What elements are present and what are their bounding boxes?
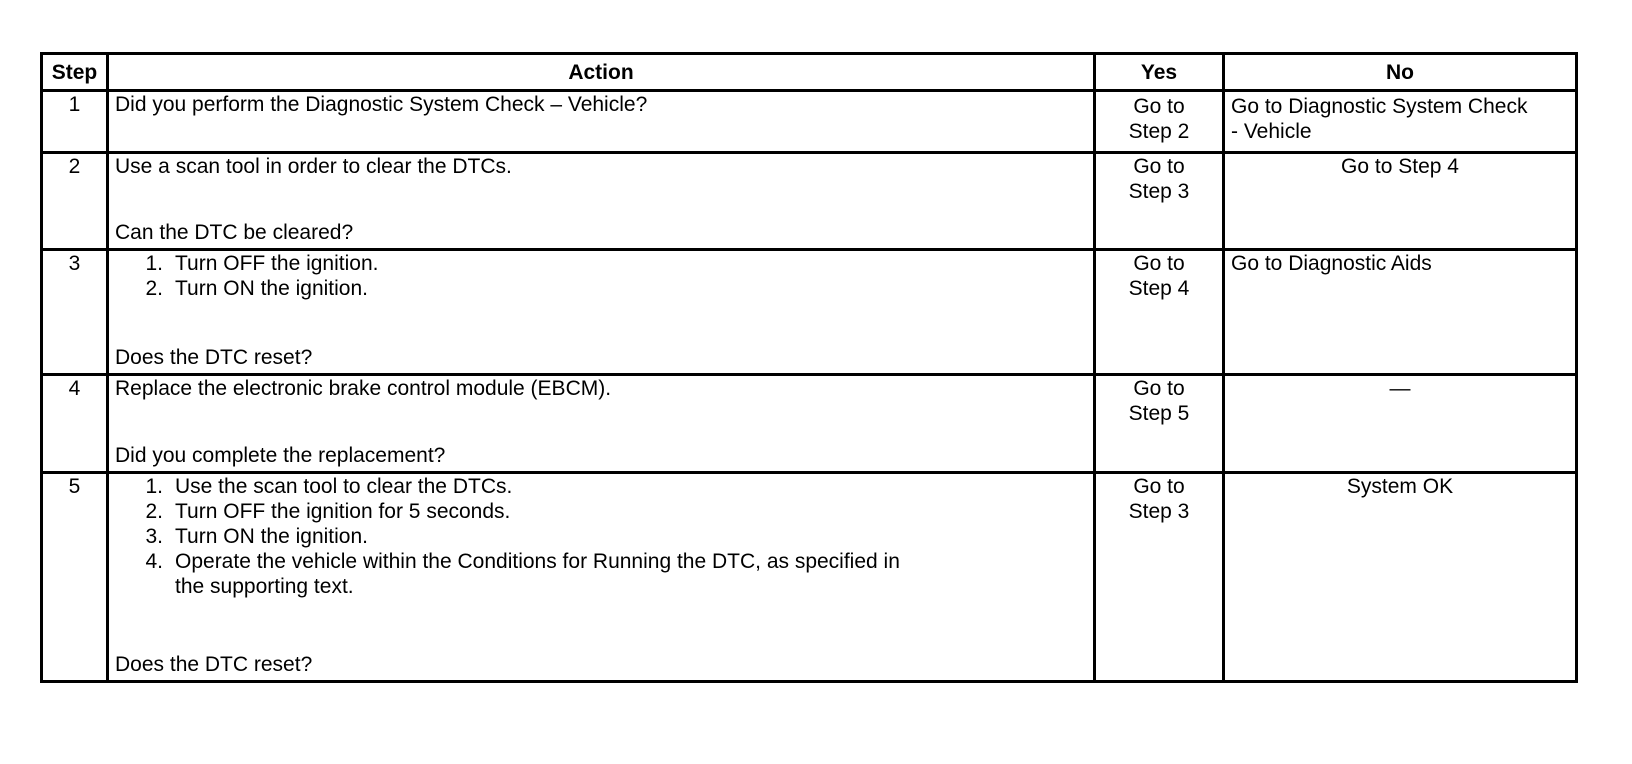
table-row (42, 473, 1577, 682)
action-question: Does the DTC reset? (115, 653, 313, 676)
table-row (42, 250, 1577, 375)
step-number: 5 (42, 473, 108, 682)
action-text: Did you perform the Diagnostic System Check – Vehicle? (115, 93, 648, 116)
header-no: No (1224, 54, 1577, 91)
yes-cell (1095, 375, 1224, 473)
yes-line: Go to (1133, 95, 1185, 118)
yes-cell (1095, 250, 1224, 375)
header-action: Action (108, 54, 1095, 91)
yes-line: Go to (1133, 475, 1185, 498)
header-step: Step (42, 54, 108, 91)
no-line: Go to Diagnostic System Check (1231, 95, 1528, 118)
no-cell: System OK (1224, 473, 1577, 682)
list-item: 2. Turn ON the ignition. (145, 277, 368, 300)
action-cell (108, 375, 1095, 473)
no-line: - Vehicle (1231, 120, 1312, 143)
table-row (42, 153, 1577, 250)
step-number: 1 (42, 91, 108, 153)
no-cell: Go to Diagnostic Aids (1224, 250, 1577, 375)
list-item: 1. Use the scan tool to clear the DTCs. (145, 475, 513, 498)
header-yes: Yes (1095, 54, 1224, 91)
list-item: 4. Operate the vehicle within the Conditions for Running the DTC, as specified in the supporting text. (145, 550, 900, 598)
no-cell (1224, 91, 1577, 153)
yes-cell (1095, 153, 1224, 250)
action-steps-list (115, 474, 1087, 599)
action-cell (108, 473, 1095, 682)
yes-line: Step 3 (1128, 180, 1190, 203)
list-item: 2. Turn OFF the ignition for 5 seconds. (145, 500, 511, 523)
action-question: Can the DTC be cleared? (115, 221, 354, 244)
diagnostic-table (40, 52, 1578, 683)
action-text: Replace the electronic brake control module (EBCM). (115, 377, 612, 400)
yes-line: Go to (1133, 252, 1185, 275)
yes-cell (1095, 473, 1224, 682)
yes-line: Go to (1133, 377, 1185, 400)
header-row (42, 54, 1577, 91)
yes-line: Step 5 (1128, 402, 1190, 425)
no-cell: Go to Step 4 (1224, 153, 1577, 250)
table-row (42, 375, 1577, 473)
step-number: 2 (42, 153, 108, 250)
list-item: 1. Turn OFF the ignition. (145, 252, 379, 275)
yes-line: Step 2 (1128, 120, 1190, 143)
table-row (42, 91, 1577, 153)
action-text: Use a scan tool in order to clear the DTCs. (115, 155, 512, 178)
yes-line: Step 3 (1128, 500, 1190, 523)
action-cell (108, 91, 1095, 153)
list-item: 3. Turn ON the ignition. (145, 525, 368, 548)
step-number: 4 (42, 375, 108, 473)
action-steps-list (115, 251, 1087, 301)
action-cell (108, 153, 1095, 250)
yes-line: Step 4 (1128, 277, 1190, 300)
action-question: Did you complete the replacement? (115, 444, 446, 467)
yes-cell (1095, 91, 1224, 153)
no-cell: — (1224, 375, 1577, 473)
action-question: Does the DTC reset? (115, 346, 313, 369)
step-number: 3 (42, 250, 108, 375)
yes-line: Go to (1133, 155, 1185, 178)
action-cell (108, 250, 1095, 375)
